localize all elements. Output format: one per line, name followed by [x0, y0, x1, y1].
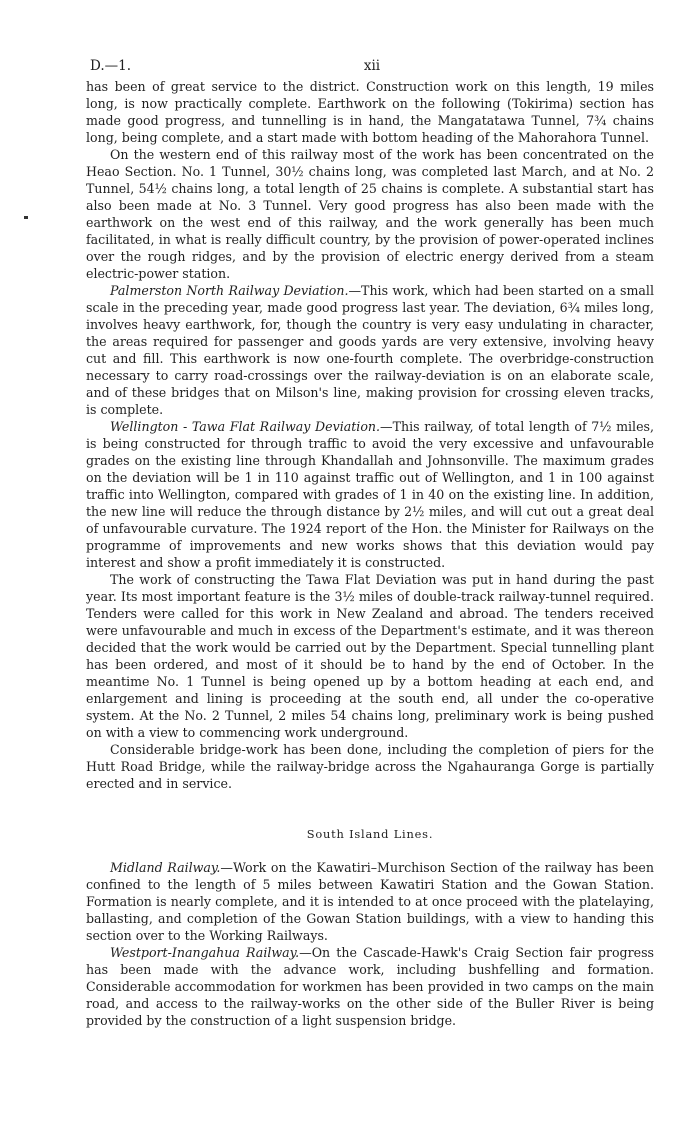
midland-body: —Work on the Kawatiri–Murchison Section of the railway has been confined to the length of 5 miles between Kawatiri Station and the Gowan Station. Formation is nearly complete, and it is intended to at once proceed with the platelaying, ballasting, and completion of the Gowan Station buildings, with a view to handing this section over to the Working Railways. [86, 860, 654, 943]
tawa-title: Wellington - Tawa Flat Railway Deviation. [110, 419, 381, 434]
tawa-body: —This railway, of total length of 7½ miles, is being constructed for through traffic to avoid the very excessive and unfavourable grades on the existing line through Khandallah and Johnsonville. The maximum grades on the deviation will be 1 in 110 against traffic out of Wellington, and 1 in 100 against traffic into Wellington, compared with grades of 1 in 40 on the existing line. In addition, the new line will reduce the through distance by 2½ miles, and will cut out a great deal of unfavourable curvature. The 1924 report of the Hon. the Minister for Railways on the programme of improvements and new works shows that this deviation would pay interest and show a profit immediately it is constructed. [86, 419, 654, 570]
westport-paragraph [86, 944, 654, 1029]
western-end-paragraph: On the western end of this railway most of the work has been concentrated on the Heao Section. No. 1 Tunnel, 30½ chains long, was completed last March, and at No. 2 Tunnel, 54½ chains long, a total length of 25 chains is complete. A substantial start has also been made at No. 3 Tunnel. Very good progress has also been made with the earthwork on the west end of this railway, and the work generally has been much facilitated, in what is really difficult country, by the provision of power-operated inclines over the rough ridges, and by the provision of electric energy derived from a steam electric-power station. [86, 147, 654, 281]
bridge-paragraph: Considerable bridge-work has been done, including the completion of piers for the Hutt Road Bridge, while the railway-bridge across the Ngahauranga Gorge is partially erected and in service. [86, 742, 654, 791]
intro-paragraph: has been of great service to the district. Construction work on this length, 19 miles long, is now practically complete. Earthwork on the following (Tokirima) section has made good progress, and tunnelling is in hand, the Mangatatawa Tunnel, 7¾ chains long, being complete, and a start made with bottom heading of the Mahorahora Tunnel. [86, 79, 654, 145]
palmerston-body: —This work, which had been started on a small scale in the preceding year, made good progress last year. The deviation, 6¾ miles long, involves heavy earthwork, for, though the country is very easy undulating in character, the areas required for passenger and goods yards are very extensive, involving heavy cut and fill. This earthwork is now one-fourth complete. The overbridge-construction necessary to carry road-crossings over the railway-deviation is on an elaborate scale, and of these bridges that on Milson's line, making provision for crossing eleven tracks, is complete. [86, 283, 654, 417]
page-number: xii [363, 58, 381, 74]
document-reference: D.—1. [90, 58, 132, 74]
westport-title: Westport-Inangahua Railway. [110, 945, 300, 960]
westport-body: —On the Cascade-Hawk's Craig Section fair progress has been made with the advance work, including bushfelling and formation. Considerable accommodation for workmen has been provided in two camps on the main road, and access to the railway-works on the other side of the Buller River is being provided by the construction of a light suspension bridge. [86, 945, 654, 1028]
midland-paragraph [86, 859, 654, 944]
section-heading: South Island Lines. [306, 827, 434, 841]
palmerston-title: Palmerston North Railway Deviation. [110, 283, 349, 298]
palmerston-paragraph [86, 282, 654, 418]
page-header [90, 56, 654, 76]
midland-title: Midland Railway. [110, 860, 221, 875]
tawa-work-paragraph: The work of constructing the Tawa Flat Deviation was put in hand during the past year. Its most important feature is the 3½ miles of double-track railway-tunnel required. Tenders were called for this work in New Zealand and abroad. The tenders received were unfavourable and much in excess of the Department's estimate, and it was thereon decided that the work would be carried out by the Department. Special tunnelling plant has been ordered, and most of it should be to hand by the end of October. In the meantime No. 1 Tunnel is being opened up by a bottom heading at each end, and enlargement and lining is proceeding at the south end, all under the co-operative system. At the No. 2 Tunnel, 2 miles 54 chains long, preliminary work is being pushed on with a view to commencing work underground. [86, 572, 654, 740]
document-body [86, 78, 654, 1029]
margin-mark [24, 216, 28, 219]
tawa-paragraph [86, 418, 654, 571]
